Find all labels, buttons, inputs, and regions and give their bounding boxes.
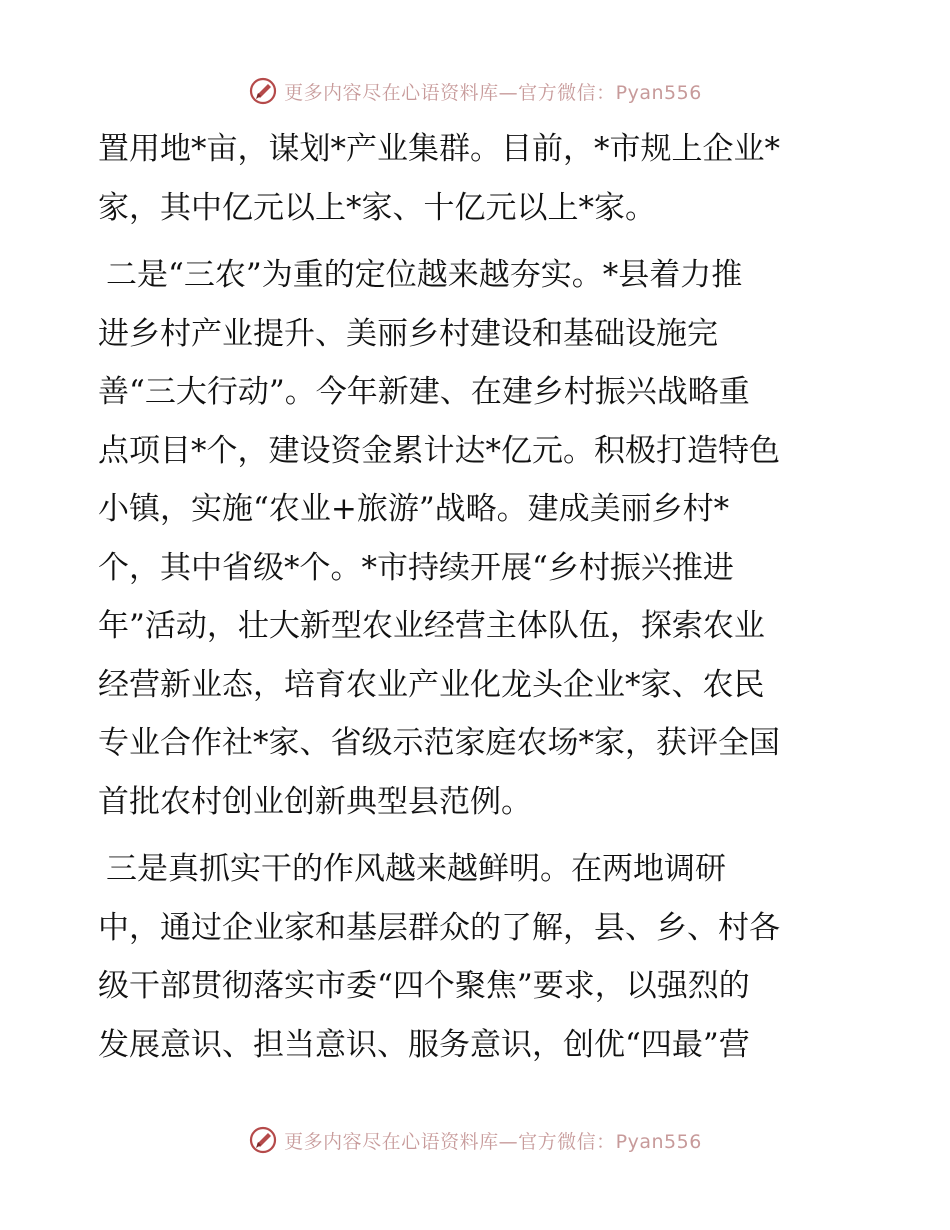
paragraph-2: [98, 246, 850, 831]
text-line: 点项目*个，建设资金累计达*亿元。积极打造特色: [98, 432, 780, 469]
document-body: [98, 120, 850, 1074]
text-line: 三是真抓实干的作风越来越鲜明。在两地调研: [106, 851, 726, 887]
header-watermark: [0, 71, 950, 111]
watermark-text: 更多内容尽在心语资料库—官方微信：Pyan556: [284, 1130, 702, 1153]
paragraph-3: [98, 840, 850, 1074]
text-line: 家，其中亿元以上*家、十亿元以上*家。: [98, 189, 656, 226]
seal-logo-icon: [248, 1125, 278, 1155]
text-line: 首批农村创业创新典型县范例。: [98, 783, 532, 820]
footer-watermark: [0, 1120, 950, 1160]
text-line: 中，通过企业家和基层群众的了解，县、乡、村各: [98, 909, 780, 946]
text-line: 善“三大行动”。今年新建、在建乡村振兴战略重: [98, 374, 750, 410]
watermark-text: 更多内容尽在心语资料库—官方微信：Pyan556: [284, 81, 702, 104]
text-line: 二是“三农”为重的定位越来越夯实。*县着力推: [106, 257, 743, 293]
text-line: 小镇，实施“农业+旅游”战略。建成美丽乡村*: [98, 491, 730, 527]
text-line: 级干部贯彻落实市委“四个聚焦”要求，以强烈的: [98, 968, 750, 1004]
text-line: 年”活动，壮大新型农业经营主体队伍，探索农业: [98, 608, 765, 644]
text-line: 发展意识、担当意识、服务意识，创优“四最”营: [98, 1026, 750, 1063]
paragraph-1: [98, 120, 850, 237]
seal-logo-icon: [248, 76, 278, 106]
text-line: 进乡村产业提升、美丽乡村建设和基础设施完: [98, 315, 718, 352]
text-line: 个，其中省级*个。*市持续开展“乡村振兴推进: [98, 549, 734, 586]
text-line: 置用地*亩，谋划*产业集群。目前，*市规上企业*: [98, 131, 780, 167]
text-line: 经营新业态，培育农业产业化龙头企业*家、农民: [98, 666, 765, 703]
text-line: 专业合作社*家、省级示范家庭农场*家，获评全国: [98, 725, 780, 761]
